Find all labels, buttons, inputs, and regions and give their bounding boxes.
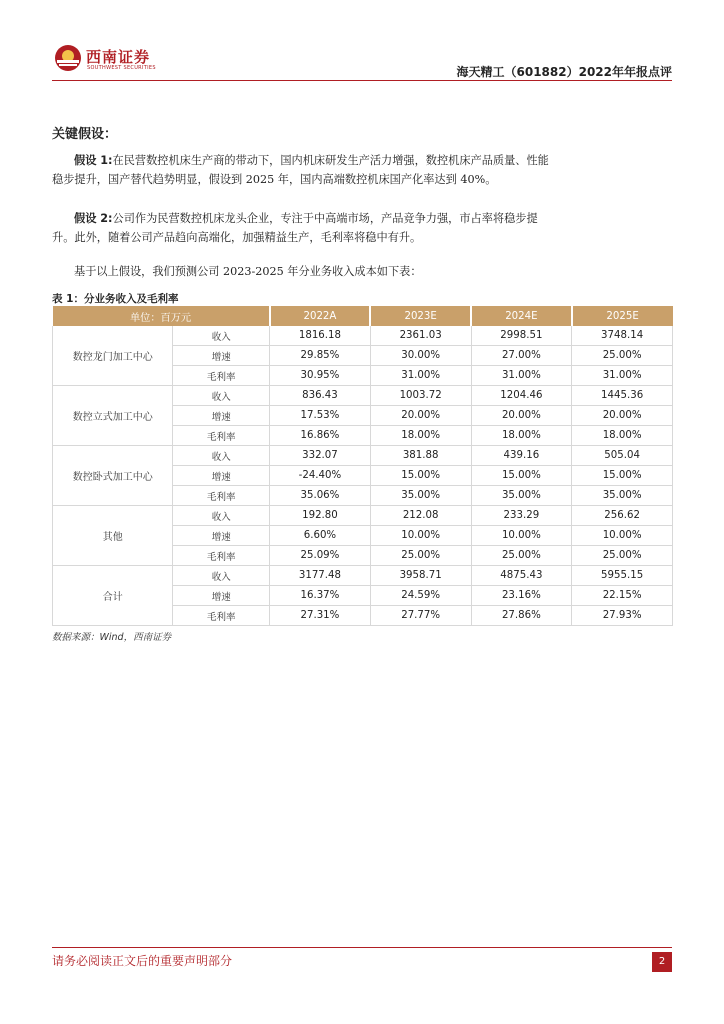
value-cell: 35.00%	[471, 486, 572, 506]
value-cell: 1816.18	[270, 326, 371, 346]
forecast-intro: 基于以上假设，我们预测公司 2023-2025 年分业务收入成本如下表：	[74, 265, 422, 278]
value-cell: 30.95%	[270, 366, 371, 386]
value-cell: -24.40%	[270, 466, 371, 486]
metric-label: 毛利率	[173, 426, 270, 446]
segment-name: 数控龙门加工中心	[53, 326, 173, 386]
value-cell: 10.00%	[370, 526, 471, 546]
value-cell: 17.53%	[270, 406, 371, 426]
year-header: 2024E	[471, 306, 572, 326]
value-cell: 1003.72	[370, 386, 471, 406]
metric-label: 增速	[173, 466, 270, 486]
table-body	[53, 326, 673, 626]
value-cell: 27.93%	[572, 606, 673, 626]
table-row	[53, 386, 673, 406]
value-cell: 35.06%	[270, 486, 371, 506]
company-logo	[54, 44, 214, 76]
value-cell: 836.43	[270, 386, 371, 406]
metric-label: 增速	[173, 346, 270, 366]
table-row	[53, 446, 673, 466]
value-cell: 27.77%	[370, 606, 471, 626]
assumption-2-text: 公司作为民营数控机床龙头企业，专注于中高端市场，产品竞争力强，市占率将稳步提升。此外，随着公司产品趋向高端化，加强精益生产，毛利率将稳中有升。	[52, 212, 538, 244]
segment-name: 合计	[53, 566, 173, 626]
table-row	[53, 506, 673, 526]
table-row	[53, 566, 673, 586]
value-cell: 22.15%	[572, 586, 673, 606]
table-row	[53, 326, 673, 346]
value-cell: 20.00%	[572, 406, 673, 426]
metric-label: 收入	[173, 506, 270, 526]
value-cell: 256.62	[572, 506, 673, 526]
metric-label: 收入	[173, 446, 270, 466]
value-cell: 18.00%	[370, 426, 471, 446]
page-number: 2	[652, 952, 672, 972]
value-cell: 381.88	[370, 446, 471, 466]
report-title: 海天精工（601882）2022年年报点评	[456, 65, 672, 79]
metric-label: 增速	[173, 406, 270, 426]
value-cell: 439.16	[471, 446, 572, 466]
value-cell: 6.60%	[270, 526, 371, 546]
metric-label: 收入	[173, 386, 270, 406]
value-cell: 35.00%	[370, 486, 471, 506]
value-cell: 24.59%	[370, 586, 471, 606]
value-cell: 4875.43	[471, 566, 572, 586]
value-cell: 31.00%	[572, 366, 673, 386]
value-cell: 15.00%	[370, 466, 471, 486]
logo-text: 西南证券	[86, 48, 151, 66]
table-caption: 表 1：分业务收入及毛利率	[52, 293, 179, 305]
value-cell: 1445.36	[572, 386, 673, 406]
metric-label: 毛利率	[173, 606, 270, 626]
section-heading: 关键假设：	[52, 127, 118, 142]
footer-disclaimer: 请务必阅读正文后的重要声明部分	[52, 954, 233, 968]
assumption-1-text: 在民营数控机床生产商的带动下，国内机床研发生产活力增强，数控机床产品质量、性能稳步提升，国产替代趋势明显，假设到 2025 年，国内高端数控机床国产化率达到 40%。	[52, 154, 549, 186]
value-cell: 3748.14	[572, 326, 673, 346]
value-cell: 27.86%	[471, 606, 572, 626]
value-cell: 31.00%	[370, 366, 471, 386]
segment-name: 数控卧式加工中心	[53, 446, 173, 506]
header-divider	[52, 80, 672, 81]
value-cell: 192.80	[270, 506, 371, 526]
value-cell: 2998.51	[471, 326, 572, 346]
value-cell: 20.00%	[471, 406, 572, 426]
value-cell: 332.07	[270, 446, 371, 466]
value-cell: 2361.03	[370, 326, 471, 346]
value-cell: 31.00%	[471, 366, 572, 386]
value-cell: 27.31%	[270, 606, 371, 626]
footer-divider	[52, 947, 672, 948]
year-header: 2025E	[572, 306, 673, 326]
assumption-1	[52, 151, 552, 189]
value-cell: 15.00%	[572, 466, 673, 486]
assumption-1-label: 假设 1:	[74, 154, 113, 167]
metric-label: 增速	[173, 586, 270, 606]
value-cell: 30.00%	[370, 346, 471, 366]
value-cell: 29.85%	[270, 346, 371, 366]
value-cell: 5955.15	[572, 566, 673, 586]
value-cell: 25.09%	[270, 546, 371, 566]
value-cell: 505.04	[572, 446, 673, 466]
year-header: 2022A	[270, 306, 371, 326]
metric-label: 增速	[173, 526, 270, 546]
metric-label: 收入	[173, 566, 270, 586]
metric-label: 毛利率	[173, 366, 270, 386]
value-cell: 35.00%	[572, 486, 673, 506]
metric-label: 收入	[173, 326, 270, 346]
value-cell: 25.00%	[370, 546, 471, 566]
value-cell: 27.00%	[471, 346, 572, 366]
value-cell: 10.00%	[572, 526, 673, 546]
value-cell: 3958.71	[370, 566, 471, 586]
assumption-2-label: 假设 2:	[74, 212, 113, 225]
value-cell: 16.37%	[270, 586, 371, 606]
year-header: 2023E	[370, 306, 471, 326]
value-cell: 15.00%	[471, 466, 572, 486]
unit-header: 单位：百万元	[53, 306, 270, 326]
value-cell: 1204.46	[471, 386, 572, 406]
value-cell: 18.00%	[471, 426, 572, 446]
value-cell: 23.16%	[471, 586, 572, 606]
value-cell: 25.00%	[572, 546, 673, 566]
logo-sun-icon	[54, 44, 82, 72]
logo-subtext: SOUTHWEST SECURITIES	[87, 65, 156, 71]
value-cell: 25.00%	[471, 546, 572, 566]
value-cell: 16.86%	[270, 426, 371, 446]
segment-name: 数控立式加工中心	[53, 386, 173, 446]
metric-label: 毛利率	[173, 486, 270, 506]
table-header-row	[53, 306, 673, 326]
value-cell: 20.00%	[370, 406, 471, 426]
forecast-table	[52, 306, 673, 626]
value-cell: 233.29	[471, 506, 572, 526]
value-cell: 18.00%	[572, 426, 673, 446]
metric-label: 毛利率	[173, 546, 270, 566]
value-cell: 3177.48	[270, 566, 371, 586]
value-cell: 25.00%	[572, 346, 673, 366]
segment-name: 其他	[53, 506, 173, 566]
assumption-2	[52, 209, 552, 247]
value-cell: 10.00%	[471, 526, 572, 546]
data-source: 数据来源：Wind，西南证券	[52, 632, 172, 643]
value-cell: 212.08	[370, 506, 471, 526]
